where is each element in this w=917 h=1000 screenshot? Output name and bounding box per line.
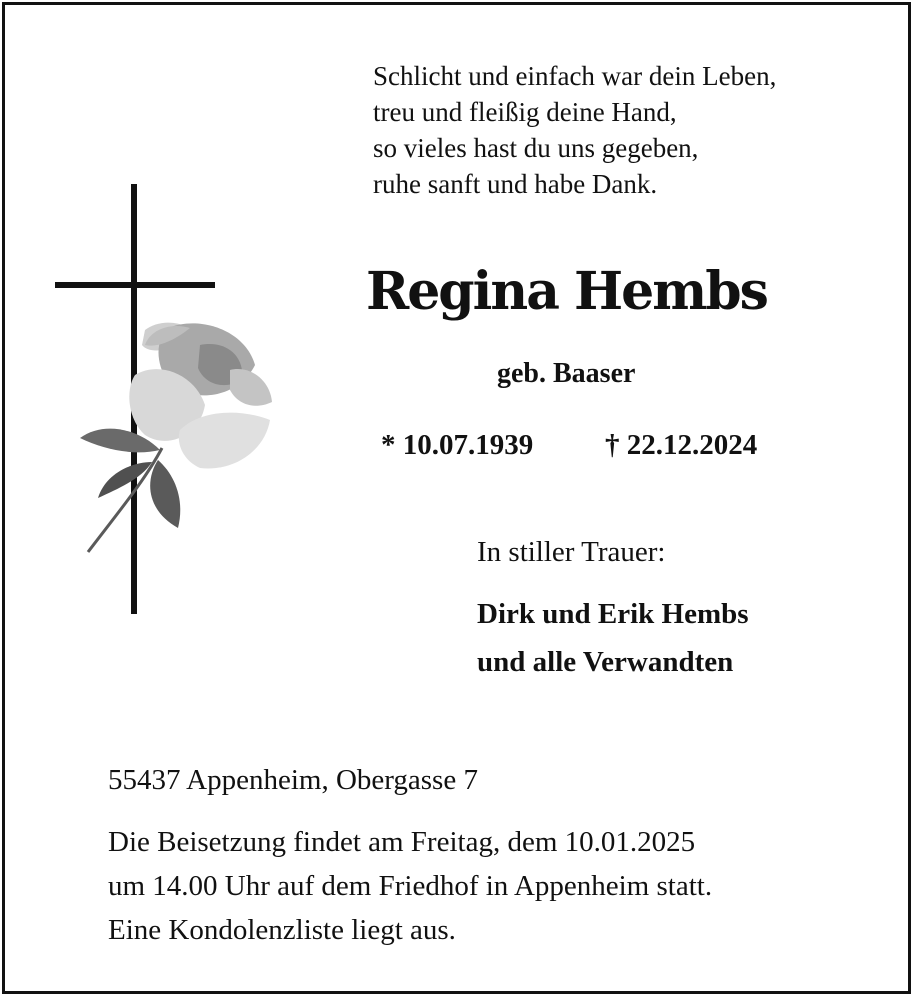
poem-line: ruhe sanft und habe Dank.: [373, 169, 658, 199]
mourning-intro: In stiller Trauer:: [477, 536, 666, 568]
mourners-list: [477, 590, 749, 686]
poem-line: so vieles hast du uns gegeben,: [373, 133, 699, 163]
poem-line: Schlicht und einfach war dein Leben,: [373, 61, 777, 91]
funeral-line: um 14.00 Uhr auf dem Friedhof in Appenheim statt.: [108, 870, 713, 902]
cross-with-rose-ornament: [50, 180, 280, 620]
deceased-name: Regina Hembs: [366, 261, 767, 322]
funeral-line: Die Beisetzung findet am Freitag, dem 10.01.2025: [108, 826, 696, 858]
death-date: † 22.12.2024: [605, 429, 758, 461]
maiden-name: geb. Baaser: [497, 358, 636, 389]
funeral-line: Eine Kondolenzliste liegt aus.: [108, 914, 456, 946]
poem-verse: [373, 58, 893, 202]
mourner-line: und alle Verwandten: [477, 646, 734, 678]
rose-icon: [80, 323, 272, 552]
family-address: 55437 Appenheim, Obergasse 7: [108, 764, 478, 796]
mourner-line: Dirk und Erik Hembs: [477, 598, 749, 630]
poem-line: treu und fleißig deine Hand,: [373, 97, 677, 127]
birth-date: * 10.07.1939: [381, 429, 534, 461]
funeral-details: [108, 820, 712, 952]
